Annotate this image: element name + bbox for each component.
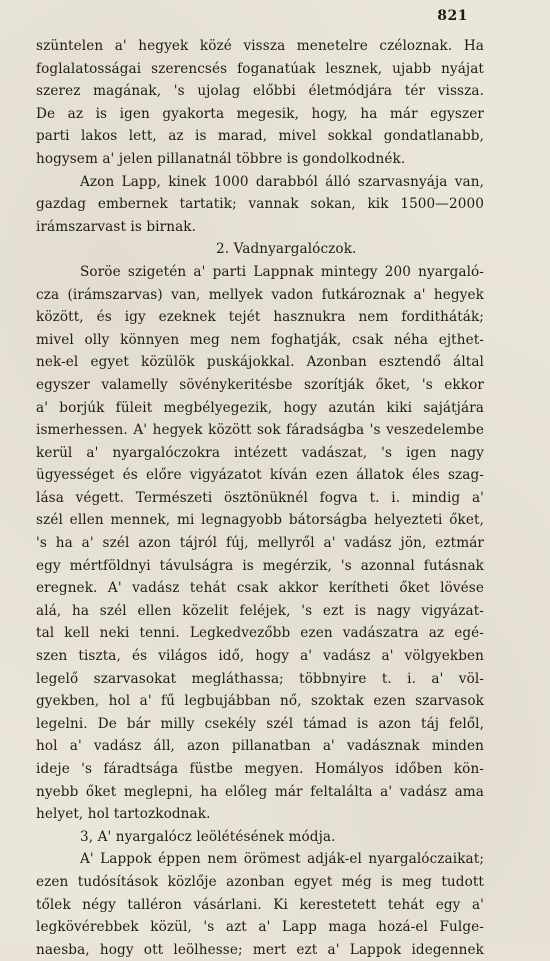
text-line: parti lakos lett, az is marad, mivel sokkal gondatlanabb, — [36, 128, 484, 145]
text-line: eregnek. A' vadász tehát csak akkor kerítheti őket lövése — [36, 580, 484, 597]
body-text — [36, 35, 484, 961]
text-line: naesba, hogy ott leölhesse; mert ezt a' Lappok idegennek — [36, 941, 484, 958]
text-line: nyebb őket meglepni, ha előleg már feltalálta a' vadász ama — [36, 783, 484, 800]
page-number: 821 — [437, 8, 468, 24]
section-heading: 3, A' nyargalócz leölétésének módja. — [80, 828, 336, 845]
text-line: egy mértföldnyi távulságra is megérzik, 's azonnal futásnak — [36, 557, 484, 574]
text-line: helyet, hol tartozkodnak. — [36, 806, 211, 823]
text-line: Soröe szigetén a' parti Lappnak mintegy 200 nyargaló- — [80, 263, 484, 280]
text-line: gazdag embernek tartatik; vannak sokan, kik 1500—2000 — [36, 196, 484, 213]
text-line: szüntelen a' hegyek közé vissza menetelre czéloznak. Ha — [36, 38, 484, 54]
text-line: szerez magának, 's ujolag előbbi életmódjára tér vissza. — [36, 83, 484, 100]
text-line: lása végett. Természeti ösztönüknél fogva t. i. mindig a' — [36, 489, 484, 506]
text-line: hogysem a' jelen pillanatnál többre is gondolkodnék. — [36, 150, 406, 167]
text-line: alá, ha szél ellen közelit feléjek, 's ezt is nagy vigyázat- — [36, 602, 484, 619]
text-line: ismerhessen. A' hegyek között sok fáradságba 's veszedelembe — [36, 422, 484, 439]
text-line: De az is igen gyakorta megesik, hogy, ha már egyszer — [36, 105, 484, 122]
text-line: között, és igy ezeknek tejét hasznukra nem forditháták; — [36, 309, 484, 326]
text-line: legelni. De bár milly csekély szél támad is azon táj felől, — [36, 715, 484, 732]
text-line: hol a' vadász áll, azon pillanatban a' vadásznak minden — [36, 738, 484, 755]
section-heading: 2. Vadnyargalóczok. — [216, 241, 357, 258]
text-line: ezen tudósítások közlője azonban egyet még is meg tudott — [36, 873, 484, 890]
text-line: foglalatosságai szerencsés foganatúak lesznek, ujabb nyájat — [36, 60, 484, 77]
text-line: gyekben, hol a' fű legbujábban nő, szoktak ezen szarvasok — [36, 693, 484, 710]
text-line: A' Lappok éppen nem örömest adják-el nyargalóczaikat; — [80, 851, 484, 868]
text-line: egyszer valamelly sövénykeritésbe szorítják őket, 's ekkor — [36, 376, 484, 393]
text-line: nek-el egyet közülök puskájokkal. Azonban esztendő által — [36, 354, 484, 371]
text-line: irámszarvast is birnak. — [36, 218, 197, 235]
text-line: a' borjúk füleit megbélyegezik, hogy azután kiki sajátjára — [36, 399, 484, 416]
text-line: ügyességet és előre vigyázatot kíván ezen állatok éles szag- — [36, 467, 484, 484]
text-line: szél ellen mennek, mi legnagyobb bátorságba helyezteti őket, — [36, 512, 484, 529]
text-line: Azon Lapp, kinek 1000 darabból álló szarvasnyája van, — [80, 173, 484, 190]
text-line: kerül a' nyargalóczokra intézett vadászat, 's igen nagy — [36, 444, 484, 461]
text-line: cza (irámszarvas) van, mellyek vadon futkároznak a' hegyek — [36, 286, 484, 303]
text-line: mivel olly könnyen meg nem foghatják, csak néha ejthet- — [36, 331, 484, 348]
text-line: tal kell neki tenni. Legkedvezőbb ezen vadászatra az egé- — [36, 625, 484, 642]
text-line: legelő szarvasokat megláthassa; többnyire t. i. a' völ- — [36, 670, 484, 687]
text-line: legkövérebbek közül, 's azt a' Lapp maga hozá-el Fulge- — [36, 919, 484, 936]
text-line: ideje 's fáradtsága füstbe megyen. Homályos időben kön- — [36, 761, 484, 777]
text-line: tőlek négy talléron vásárlani. Ki kerestetett tehát egy a' — [36, 896, 484, 913]
text-line: szen tiszta, és világos idő, hogy a' vadász a' völgyekben — [36, 648, 484, 665]
text-line: 's ha a' szél azon tájról fúj, mellyről a' vadász jön, eztmár — [36, 535, 484, 552]
